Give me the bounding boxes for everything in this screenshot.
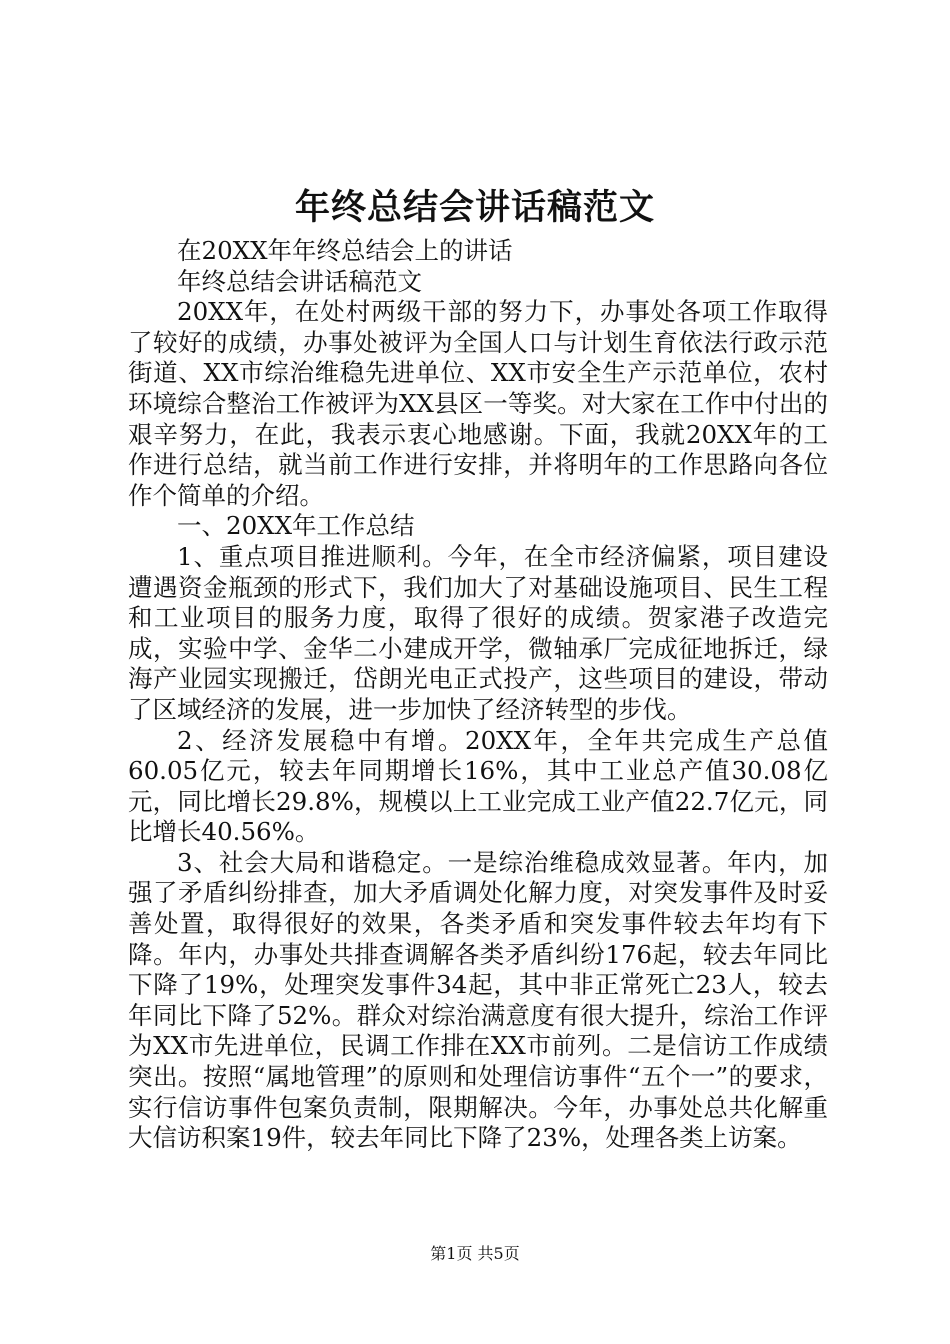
page-number-footer: 第1页 共5页 <box>430 1244 520 1263</box>
paragraph-social-stability: 3、社会大局和谐稳定。一是综治维稳成效显著。年内，加强了矛盾纠纷排查，加大矛盾调处化解力度，对突发事件及时妥善处置，取得很好的效果，各类矛盾和突发事件较去年均有下降。年内，办事处共排查调解各类矛盾纠纷176起，较去年同比下降了19%，处理突发事件34起，其中非正常死亡23人，较去年同比下降了52%。群众对综治满意度有很大提升，综治工作评为XX市先进单位，民调工作排在XX市前列。二是信访工作成绩突出。按照“属地管理”的原则和处理信访事件“五个一”的要求，实行信访事件包案负责制，限期解决。今年，办事处总共化解重大信访积案19件，较去年同比下降了23%，处理各类上访案。 <box>128 847 828 1153</box>
paragraph-speech-heading: 在20XX年年终总结会上的讲话 <box>177 236 513 265</box>
paragraph-intro: 20XX年，在处村两级干部的努力下，办事处各项工作取得了较好的成绩，办事处被评为全国人口与计划生育依法行政示范街道、XX市综治维稳先进单位、XX市安全生产示范单位，农村环境综合整治工作被评为XX县区一等奖。对大家在工作中付出的艰辛努力，在此，我表示衷心地感谢。下面，我就20XX年的工作进行总结，就当前工作进行安排，并将明年的工作思路向各位作个简单的介绍。 <box>128 297 828 510</box>
paragraph-key-projects: 1、重点项目推进顺利。今年，在全市经济偏紧，项目建设遭遇资金瓶颈的形式下，我们加大了对基础设施项目、民生工程和工业项目的服务力度，取得了很好的成绩。贺家港子改造完成，实验中学、金华二小建成开学，微轴承厂完成征地拆迁，绿海产业园实现搬迁，岱朗光电正式投产，这些项目的建设，带动了区域经济的发展，进一步加快了经济转型的步伐。 <box>128 541 828 724</box>
section-heading-work-summary: 一、20XX年工作总结 <box>177 511 415 541</box>
document-title: 年终总结会讲话稿范文 <box>294 187 655 228</box>
document-body <box>128 236 828 1154</box>
paragraph-economic-development: 2、经济发展稳中有增。20XX年，全年共完成生产总值60.05亿元，较去年同期增长16%，其中工业总产值30.08亿元，同比增长29.8%，规模以上工业完成工业产值22.7亿元，同比增长40.56%。 <box>128 725 828 847</box>
paragraph-subtitle: 年终总结会讲话稿范文 <box>177 266 422 296</box>
